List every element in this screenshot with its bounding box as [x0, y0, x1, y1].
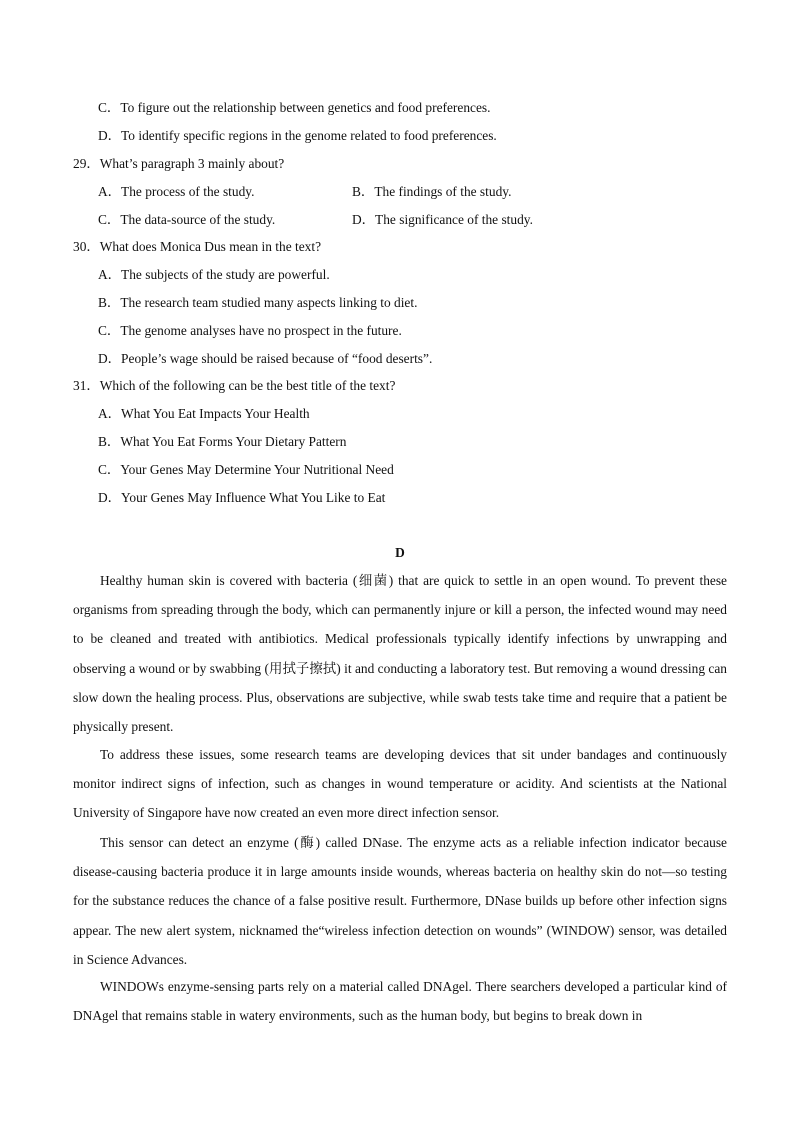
q30-option-a: A．The subjects of the study are powerful. — [98, 267, 330, 282]
q30-stem: 30．What does Monica Dus mean in the text? — [73, 239, 322, 254]
q30-option-b: B．The research team studied many aspects linking to diet. — [98, 295, 418, 310]
q28-option-d: D．To identify specific regions in the genome related to food preferences. — [98, 128, 497, 143]
section-d-title: D — [395, 545, 405, 560]
q29-option-c: C．The data-source of the study. — [98, 212, 276, 227]
q30-option-d: D．People’s wage should be raised because of “food deserts”. — [98, 351, 433, 366]
q30-option-c: C．The genome analyses have no prospect in the future. — [98, 323, 402, 338]
q29-option-b: B．The findings of the study. — [352, 184, 512, 199]
q31-option-a: A．What You Eat Impacts Your Health — [98, 406, 310, 421]
q28-option-c: C．To figure out the relationship between genetics and food preferences. — [98, 100, 491, 115]
q31-stem: 31．Which of the following can be the best title of the text? — [73, 378, 396, 393]
section-d-paragraph-2: To address these issues, some research teams are developing devices that sit under bandages and continuously monitor indirect signs of infection, such as changes in wound temperature or acidity. And scientists at the National University of Singapore have now created an even more direct infection sensor. — [73, 747, 727, 821]
section-d-paragraph-4: WINDOWs enzyme-sensing parts rely on a material called DNAgel. There searchers developed a particular kind of DNAgel that remains stable in watery environments, such as the human body, but begins to break down in — [73, 979, 727, 1024]
q31-option-d: D．Your Genes May Influence What You Like to Eat — [98, 490, 386, 505]
section-d-paragraph-3: This sensor can detect an enzyme (酶) called DNase. The enzyme acts as a reliable infection indicator because disease-causing bacteria produce it in large amounts inside wounds, whereas bacteria on healthy skin do not—so testing for the substance reduces the chance of a false positive result. Furthermore, DNase builds up before other infection signs appear. The new alert system, nicknamed the“wireless infection detection on wounds” (WINDOW) sensor, was detailed in Science Advances. — [73, 835, 727, 967]
q29-stem: 29．What’s paragraph 3 mainly about? — [73, 156, 285, 171]
section-d-paragraph-1: Healthy human skin is covered with bacteria (细菌) that are quick to settle in an open wound. To prevent these organisms from spreading through the body, which can permanently injure or kill a person, the infected wound may need to be cleaned and treated with antibiotics. Medical professionals typically identify infections by unwrapping and observing a wound or by swabbing (用拭子擦拭) it and conducting a laboratory test. But removing a wound dressing can slow down the healing process. Plus, observations are subjective, while swab tests take time and require that a patient be physically present. — [73, 573, 727, 735]
q31-option-c: C．Your Genes May Determine Your Nutritional Need — [98, 462, 394, 477]
q29-option-a: A．The process of the study. — [98, 184, 255, 199]
q31-option-b: B．What You Eat Forms Your Dietary Pattern — [98, 434, 347, 449]
q29-option-d: D．The significance of the study. — [352, 212, 533, 227]
